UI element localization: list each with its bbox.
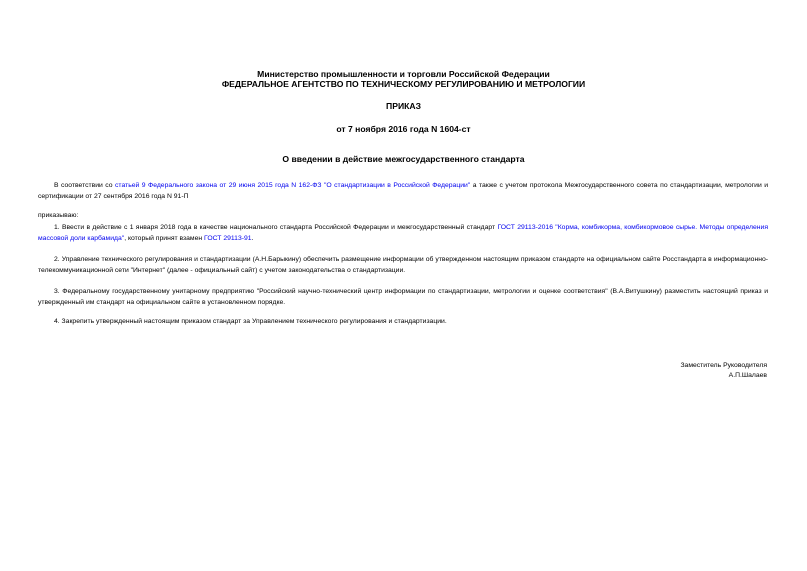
intro-paragraph xyxy=(38,180,768,202)
item-2-paragraph: 2. Управление технического регулирования и стандартизации (А.Н.Барыкину) обеспечить размещение информации об утвержденном настоящим приказом стандарте на официальном сайте Росстандарта в информационно-телекоммуникационной сети "Интернет" (далее - официальный сайт) с учетом законодательства о стандартизации. xyxy=(38,256,768,274)
item-1-text-3: . xyxy=(251,235,254,242)
ministry-heading: Министерство промышленности и торговли Российской Федерации xyxy=(257,69,550,79)
federal-law-link[interactable]: статьей 9 Федерального закона от 29 июня 2015 года N 162-ФЗ "О стандартизации в Российской Федерации" xyxy=(115,182,471,189)
gost-29113-2016-link[interactable]: ГОСТ 29113-2016 "Корма, комбикорма, комбикормовое сырье. Методы определения массовой доли карбамида" xyxy=(38,224,768,242)
signatory-title: Заместитель Руководителя xyxy=(680,362,767,369)
item-1-text-1: 1. Ввести в действие с 1 января 2018 года в качестве национального стандарта Российской Федерации и межгосударственный стандарт xyxy=(54,224,498,231)
intro-text-2: а также с учетом протокола Межгосударственного совета по стандартизации, метрологии и сертификации от 27 сентября 2016 года N 91-П xyxy=(38,182,768,200)
intro-text-1: В соответствии со xyxy=(54,182,116,189)
order-word: приказываю: xyxy=(38,212,79,219)
gost-29113-91-link[interactable]: ГОСТ 29113-91 xyxy=(204,235,252,242)
item-4-paragraph: 4. Закрепить утвержденный настоящим приказом стандарт за Управлением технического регулирования и стандартизации. xyxy=(54,318,447,325)
item-3-paragraph: 3. Федеральному государственному унитарному предприятию "Российский научно-технический центр информации по стандартизации, метрологии и оценке соответствия" (В.А.Витушкину) разместить настоящий приказ и утвержденный им стандарт на официальном сайте в установленном порядке. xyxy=(38,288,768,306)
document-type-heading: ПРИКАЗ xyxy=(386,101,421,111)
item-1-text-2: , который принят взамен xyxy=(124,235,205,242)
agency-heading: ФЕДЕРАЛЬНОЕ АГЕНТСТВО ПО ТЕХНИЧЕСКОМУ РЕГУЛИРОВАНИЮ И МЕТРОЛОГИИ xyxy=(221,79,586,89)
subject-heading: О введении в действие межгосударственного стандарта xyxy=(282,154,525,164)
signatory-name: А.П.Шалаев xyxy=(728,372,767,379)
date-number-heading: от 7 ноября 2016 года N 1604-ст xyxy=(336,124,471,134)
item-1-paragraph xyxy=(38,222,768,244)
